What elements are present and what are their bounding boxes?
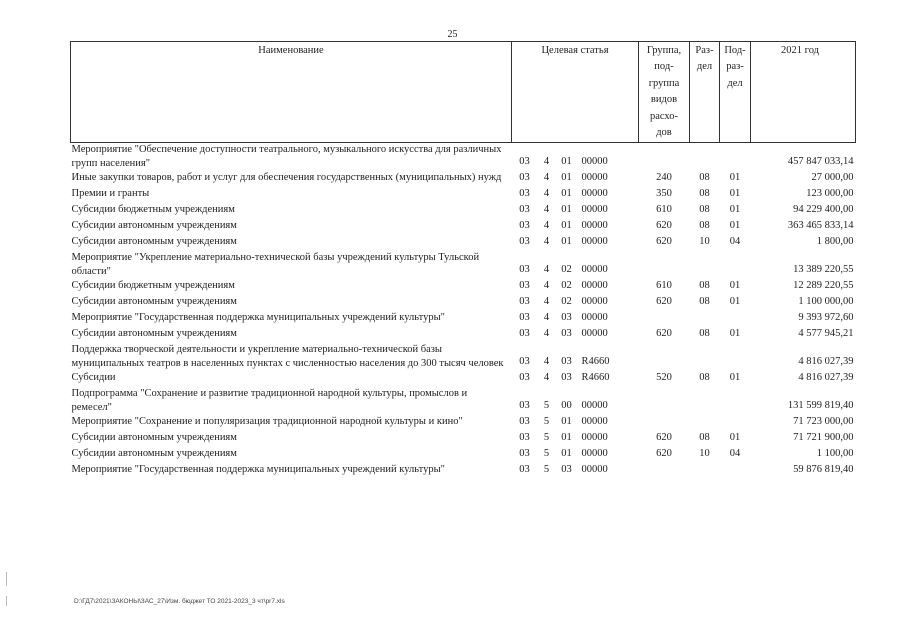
subsection: 04 — [729, 448, 741, 460]
expense-group: 620 — [656, 220, 672, 232]
section — [690, 415, 720, 431]
expense-group — [639, 343, 690, 371]
target-program: 03 — [519, 312, 530, 324]
target-subprogram: 4 — [543, 220, 550, 232]
table-row — [71, 311, 856, 327]
target-program: 03 — [519, 296, 530, 308]
table-row — [71, 327, 856, 343]
table-row — [71, 235, 856, 251]
row-name: Субсидии — [71, 372, 116, 384]
section: 08 — [699, 432, 710, 444]
amount-2021: 4 816 027,39 — [798, 356, 854, 368]
target-event: 02 — [561, 264, 572, 276]
target-subprogram: 5 — [543, 400, 550, 412]
expense-group — [639, 251, 690, 279]
row-name: Субсидии автономным учреждениям — [71, 296, 237, 308]
target-program: 03 — [519, 416, 530, 428]
table-row — [71, 447, 856, 463]
target-program: 03 — [519, 188, 530, 200]
row-name: Подпрограмма "Сохранение и развитие традиционной народной культуры, промыслов и ремесел" — [71, 388, 468, 414]
subsection — [720, 143, 751, 172]
target-direction: 00000 — [581, 172, 608, 184]
table-row — [71, 343, 856, 371]
expense-group — [639, 143, 690, 172]
expense-group: 610 — [656, 280, 672, 292]
section — [690, 463, 720, 479]
row-name: Иные закупки товаров, работ и услуг для обеспечения государственных (муниципальных) нужд — [71, 172, 502, 184]
row-name: Мероприятие "Укрепление материально-технической базы учреждений культуры Тульской области" — [71, 252, 480, 278]
table-row — [71, 415, 856, 431]
amount-2021: 123 000,00 — [806, 188, 854, 200]
row-name: Субсидии автономным учреждениям — [71, 220, 237, 232]
section: 08 — [699, 204, 710, 216]
target-subprogram: 4 — [543, 328, 550, 340]
footer-file-path: D:\ГД7\2021\ЗАКОНЫ\ЗАС_27\Изм. бюджет ТО 2021-2023_3 чт\pr7.xls — [74, 598, 285, 605]
section: 08 — [699, 220, 710, 232]
target-direction: 00000 — [581, 416, 608, 428]
target-event: 01 — [561, 220, 572, 232]
amount-2021: 59 876 819,40 — [793, 464, 854, 476]
row-name: Поддержка творческой деятельности и укрепление материально-технической базы муниципальных театров в населенных пунктах с численностью населения до 300 тысяч человек — [71, 344, 504, 370]
target-subprogram: 4 — [543, 296, 550, 308]
target-subprogram: 4 — [543, 172, 550, 184]
target-event: 02 — [561, 296, 572, 308]
section — [690, 343, 720, 371]
amount-2021: 71 723 000,00 — [793, 416, 854, 428]
subsection — [720, 311, 751, 327]
subsection — [720, 343, 751, 371]
target-direction: 00000 — [581, 156, 608, 168]
target-program: 03 — [519, 432, 530, 444]
section: 08 — [699, 188, 710, 200]
row-name: Премии и гранты — [71, 188, 150, 200]
amount-2021: 9 393 972,60 — [798, 312, 854, 324]
expense-group: 520 — [656, 372, 672, 384]
subsection — [720, 415, 751, 431]
section: 08 — [699, 172, 710, 184]
row-name: Субсидии автономным учреждениям — [71, 448, 237, 460]
table-row — [71, 371, 856, 387]
section: 08 — [699, 280, 710, 292]
target-subprogram: 5 — [543, 416, 550, 428]
amount-2021: 12 289 220,55 — [793, 280, 854, 292]
target-program: 03 — [519, 204, 530, 216]
table-row — [71, 203, 856, 219]
target-subprogram: 4 — [543, 156, 550, 168]
row-name: Мероприятие "Обеспечение доступности театрального, музыкального искусства для различных групп населения" — [71, 144, 502, 170]
target-event: 03 — [561, 464, 572, 476]
target-event: 00 — [561, 400, 572, 412]
target-direction: 00000 — [581, 312, 608, 324]
target-direction: 00000 — [581, 328, 608, 340]
table-row — [71, 187, 856, 203]
target-event: 01 — [561, 448, 572, 460]
table-row — [71, 463, 856, 479]
table-row — [71, 171, 856, 187]
target-event: 01 — [561, 204, 572, 216]
row-name: Субсидии бюджетным учреждениям — [71, 204, 235, 216]
header-target-article: Целевая статья — [512, 42, 639, 143]
target-subprogram: 4 — [543, 280, 550, 292]
target-event: 03 — [561, 356, 572, 368]
target-subprogram: 4 — [543, 312, 550, 324]
target-program: 03 — [519, 356, 530, 368]
target-event: 01 — [561, 172, 572, 184]
page-number: 25 — [447, 29, 458, 40]
target-event: 01 — [561, 156, 572, 168]
target-subprogram: 5 — [543, 448, 550, 460]
target-program: 03 — [519, 280, 530, 292]
amount-2021: 1 100 000,00 — [798, 296, 854, 308]
target-direction: 00000 — [581, 204, 608, 216]
target-event: 01 — [561, 432, 572, 444]
table-row — [71, 251, 856, 279]
target-direction: 00000 — [581, 236, 608, 248]
subsection: 01 — [729, 296, 741, 308]
target-event: 03 — [561, 312, 572, 324]
section: 10 — [699, 236, 710, 248]
amount-2021: 131 599 819,40 — [787, 400, 854, 412]
target-event: 03 — [561, 372, 572, 384]
target-direction: 00000 — [581, 400, 608, 412]
header-name: Наименование — [71, 42, 512, 143]
amount-2021: 1 800,00 — [816, 236, 854, 248]
subsection — [720, 387, 751, 415]
table-row — [71, 431, 856, 447]
amount-2021: 457 847 033,14 — [787, 156, 854, 168]
target-subprogram: 4 — [543, 372, 550, 384]
target-subprogram: 5 — [543, 432, 550, 444]
subsection — [720, 463, 751, 479]
table-row — [71, 295, 856, 311]
target-event: 01 — [561, 236, 572, 248]
expense-group: 620 — [656, 432, 672, 444]
amount-2021: 27 000,00 — [811, 172, 854, 184]
target-subprogram: 4 — [543, 236, 550, 248]
target-direction: 00000 — [581, 296, 608, 308]
expense-group: 620 — [656, 448, 672, 460]
target-event: 02 — [561, 280, 572, 292]
target-subprogram: 5 — [543, 464, 550, 476]
target-direction: 00000 — [581, 188, 608, 200]
section: 08 — [699, 296, 710, 308]
section — [690, 311, 720, 327]
target-subprogram: 4 — [543, 204, 550, 216]
target-event: 01 — [561, 416, 572, 428]
subsection — [720, 251, 751, 279]
header-expense-group: Группа, под- группа видов расхо- дов — [639, 42, 690, 143]
row-name: Субсидии автономным учреждениям — [71, 432, 237, 444]
section: 08 — [699, 328, 710, 340]
target-direction: 00000 — [581, 432, 608, 444]
target-direction: 00000 — [581, 464, 608, 476]
target-direction: R4660 — [581, 356, 610, 368]
target-program: 03 — [519, 328, 530, 340]
target-direction: 00000 — [581, 220, 608, 232]
expense-group — [639, 415, 690, 431]
row-name: Субсидии автономным учреждениям — [71, 328, 237, 340]
target-subprogram: 4 — [543, 356, 550, 368]
subsection: 01 — [729, 280, 741, 292]
target-event: 03 — [561, 328, 572, 340]
target-program: 03 — [519, 172, 530, 184]
subsection: 01 — [729, 204, 741, 216]
header-subsection: Под- раз- дел — [720, 42, 751, 143]
table-row — [71, 279, 856, 295]
table-row — [71, 387, 856, 415]
target-direction: 00000 — [581, 280, 608, 292]
subsection: 01 — [729, 188, 741, 200]
target-direction: 00000 — [581, 264, 608, 276]
target-program: 03 — [519, 400, 530, 412]
row-name: Мероприятие "Государственная поддержка муниципальных учреждений культуры" — [71, 464, 445, 476]
subsection: 01 — [729, 172, 741, 184]
target-program: 03 — [519, 264, 530, 276]
row-name: Мероприятие "Сохранение и популяризация традиционной народной культуры и кино" — [71, 416, 463, 428]
amount-2021: 71 721 900,00 — [793, 432, 854, 444]
subsection: 04 — [729, 236, 741, 248]
expense-group — [639, 387, 690, 415]
target-direction: R4660 — [581, 372, 610, 384]
subsection: 01 — [729, 328, 741, 340]
amount-2021: 363 465 833,14 — [787, 220, 854, 232]
expense-group: 240 — [656, 172, 672, 184]
header-section: Раз- дел — [690, 42, 720, 143]
amount-2021: 13 389 220,55 — [793, 264, 854, 276]
target-subprogram: 4 — [543, 188, 550, 200]
row-name: Мероприятие "Государственная поддержка муниципальных учреждений культуры" — [71, 312, 445, 324]
table-row — [71, 219, 856, 235]
amount-2021: 94 229 400,00 — [793, 204, 854, 216]
section — [690, 143, 720, 172]
target-program: 03 — [519, 236, 530, 248]
table-row — [71, 143, 856, 172]
expense-group — [639, 463, 690, 479]
target-event: 01 — [561, 188, 572, 200]
subsection: 01 — [729, 432, 741, 444]
expense-group: 620 — [656, 296, 672, 308]
expense-group — [639, 311, 690, 327]
target-subprogram: 4 — [543, 264, 550, 276]
amount-2021: 1 100,00 — [816, 448, 854, 460]
amount-2021: 4 816 027,39 — [798, 372, 854, 384]
expense-group: 620 — [656, 328, 672, 340]
budget-table — [70, 41, 856, 479]
section: 08 — [699, 372, 710, 384]
target-program: 03 — [519, 448, 530, 460]
expense-group: 350 — [656, 188, 672, 200]
section — [690, 251, 720, 279]
section: 10 — [699, 448, 710, 460]
subsection: 01 — [729, 220, 741, 232]
header-amount-2021: 2021 год — [751, 42, 856, 143]
row-name: Субсидии бюджетным учреждениям — [71, 280, 235, 292]
expense-group: 610 — [656, 204, 672, 216]
target-program: 03 — [519, 372, 530, 384]
target-program: 03 — [519, 156, 530, 168]
amount-2021: 4 577 945,21 — [798, 328, 854, 340]
target-program: 03 — [519, 220, 530, 232]
row-name: Субсидии автономным учреждениям — [71, 236, 237, 248]
subsection: 01 — [729, 372, 741, 384]
target-program: 03 — [519, 464, 530, 476]
section — [690, 387, 720, 415]
target-direction: 00000 — [581, 448, 608, 460]
expense-group: 620 — [656, 236, 672, 248]
